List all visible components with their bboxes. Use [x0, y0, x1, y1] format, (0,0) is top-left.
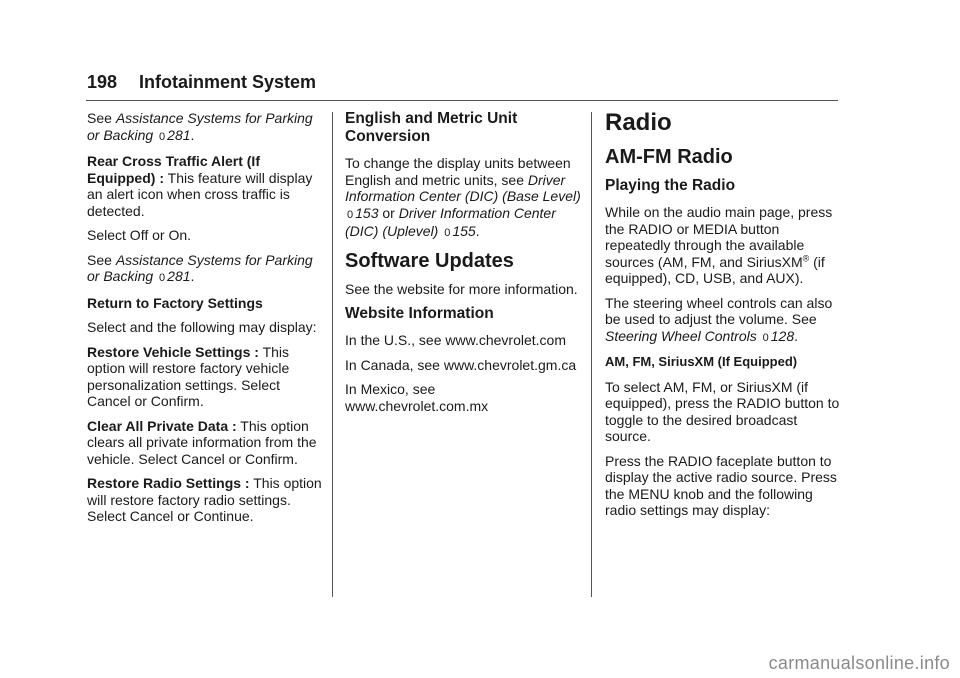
- column-3: [605, 110, 841, 527]
- return-factory-heading: Return to Factory Settings: [87, 294, 263, 311]
- website-canada: In Canada, see www.chevrolet.gm.ca: [345, 356, 577, 373]
- page-ref-icon: 0: [347, 208, 354, 221]
- emu-heading: English and Metric Unit Conversion: [345, 110, 518, 145]
- rcta-paragraph: Rear Cross Traffic Alert (If Equipped) : This feature will display an alert icon when cross traffic is detected.: [87, 153, 313, 219]
- rcta-label: Rear Cross Traffic Alert (If Equipped) :: [87, 153, 260, 186]
- page-ref-281-2[interactable]: 281: [167, 268, 191, 284]
- page-ref-281-1[interactable]: 281: [167, 126, 191, 143]
- registered-mark: ®: [802, 252, 810, 263]
- page-ref-153[interactable]: 153: [355, 204, 379, 221]
- page-ref-128[interactable]: 128: [770, 327, 795, 344]
- website-us: In the U.S., see www.chevrolet.com: [345, 332, 566, 348]
- software-updates-heading: Software Updates: [345, 249, 514, 272]
- amfm-heading: AM-FM Radio: [605, 146, 733, 168]
- see-reference-2: See Assistance Systems for Parking or Backing 0 281.: [87, 251, 313, 284]
- page-header: [87, 72, 316, 93]
- column-divider-2: [591, 112, 592, 597]
- header-divider: [86, 100, 838, 101]
- emu-paragraph: To change the display units between English and metric units, see Driver Information Center (DIC) (Base Level) 0 153 or Driver Information Center (DIC) (Uplevel) 0 155.: [345, 155, 581, 239]
- am-fm-sirius-subheading: AM, FM, SiriusXM (If Equipped): [605, 354, 798, 369]
- steering-paragraph: The steering wheel controls can also be used to adjust the volume. See Steering Wheel Controls 0 128.: [605, 294, 833, 344]
- link-steering-controls[interactable]: Steering Wheel Controls: [605, 327, 757, 344]
- page-ref-icon: 0: [159, 272, 166, 284]
- restore-vehicle-paragraph: Restore Vehicle Settings : This option will restore factory vehicle personalization settings. Select Cancel or Confirm.: [87, 343, 290, 409]
- software-updates-text: See the website for more information.: [345, 280, 578, 297]
- column-2: [345, 110, 581, 422]
- website-mexico: In Mexico, see www.chevrolet.com.mx: [345, 381, 489, 414]
- link-dic-base[interactable]: Driver Information Center (DIC) (Base Level): [345, 171, 581, 204]
- playing-radio-text: While on the audio main page, press the RADIO or MEDIA button repeatedly through the available sources (AM, FM, and SiriusXM® (if equipped), CD, USB, and AUX).: [605, 204, 833, 286]
- column-divider-1: [332, 112, 333, 597]
- page-number: 198: [87, 72, 118, 92]
- column-1: [87, 110, 323, 533]
- page-ref-icon: 0: [444, 227, 451, 239]
- page-ref-icon: 0: [159, 130, 166, 143]
- playing-radio-heading: Playing the Radio: [605, 177, 736, 194]
- link-assistance-parking-1[interactable]: Assistance Systems for Parking or Backing: [87, 110, 313, 143]
- page-ref-icon: 0: [762, 331, 769, 344]
- restore-radio-paragraph: Restore Radio Settings : This option will restore factory radio settings. Select Cancel or Continue.: [87, 475, 322, 524]
- select-source-text: To select AM, FM, or SiriusXM (if equipped), press the RADIO button to toggle to the desired broadcast source.: [605, 378, 840, 444]
- select-display-text: Select and the following may display:: [87, 319, 317, 335]
- press-radio-text: Press the RADIO faceplate button to display the active radio source. Press the MENU knob and the following radio settings may display:: [605, 452, 837, 518]
- page-ref-155[interactable]: 155: [452, 223, 476, 239]
- section-title: Infotainment System: [139, 72, 317, 92]
- radio-heading: Radio: [605, 109, 672, 136]
- select-off-on: Select Off or On.: [87, 227, 192, 243]
- watermark: carmanualsonline.info: [768, 653, 950, 673]
- clear-private-data-paragraph: Clear All Private Data : This option clears all private information from the vehicle. Select Cancel or Confirm.: [87, 417, 317, 467]
- see-reference-1: See Assistance Systems for Parking or Backing 0 281.: [87, 110, 313, 143]
- link-assistance-parking-2[interactable]: Assistance Systems for Parking or Backing: [87, 251, 313, 284]
- link-dic-uplevel[interactable]: Driver Information Center (DIC) (Uplevel): [345, 204, 556, 239]
- website-info-heading: Website Information: [345, 305, 494, 322]
